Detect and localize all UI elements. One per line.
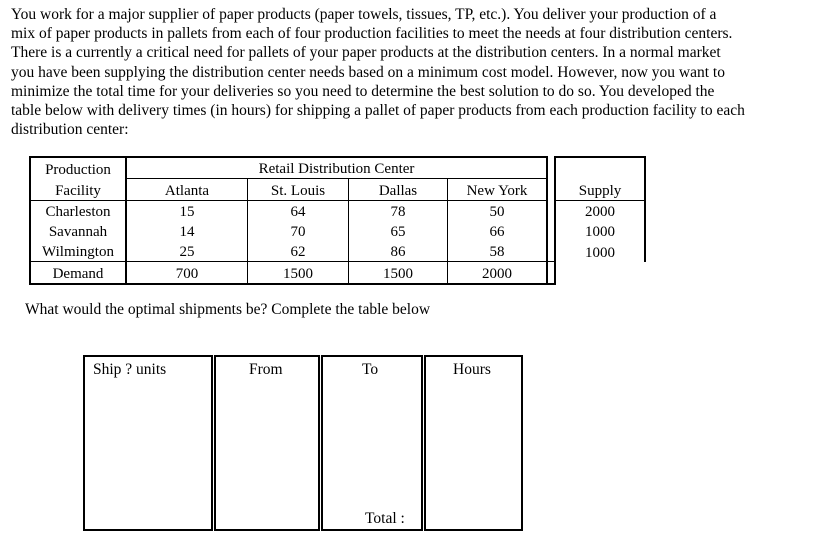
hours-column[interactable]: [424, 355, 523, 531]
time-cell: 15: [126, 200, 248, 221]
supply-cell: 1000: [555, 241, 645, 262]
time-cell: 65: [349, 221, 448, 241]
time-cell: 25: [126, 241, 248, 262]
delivery-time-table: [29, 156, 646, 285]
supply-header-top: [555, 157, 645, 179]
time-cell: 62: [248, 241, 349, 262]
problem-statement: [11, 5, 826, 139]
facility-header-2: Facility: [30, 179, 126, 200]
time-cell: 86: [349, 241, 448, 262]
supply-header: Supply: [555, 179, 645, 200]
time-cell: 64: [248, 200, 349, 221]
demand-cell: 1500: [248, 262, 349, 284]
question-text: What would the optimal shipments be? Complete the table below: [25, 301, 431, 318]
supply-cell: 2000: [555, 200, 645, 221]
from-column[interactable]: [214, 355, 320, 531]
city-header-new-york: New York: [448, 179, 548, 200]
to-header: To: [362, 361, 379, 378]
time-cell: 14: [126, 221, 248, 241]
facility-header: Production: [30, 157, 126, 179]
time-cell: 58: [448, 241, 548, 262]
time-cell: 66: [448, 221, 548, 241]
intro-line: table below with delivery times (in hours) for shipping a pallet of paper products from each production facility to each: [11, 102, 745, 120]
column-gap: [547, 157, 555, 262]
total-label: Total :: [365, 510, 405, 527]
supply-empty-cell: [547, 262, 555, 284]
demand-cell: 1500: [349, 262, 448, 284]
demand-cell: 700: [126, 262, 248, 284]
city-header-st-louis: St. Louis: [248, 179, 349, 200]
intro-line: You work for a major supplier of paper products (paper towels, tissues, TP, etc.). You deliver your production of a: [11, 6, 717, 23]
distribution-center-header: Retail Distribution Center: [126, 157, 547, 179]
facility-charleston: Charleston: [30, 200, 126, 221]
time-cell: 70: [248, 221, 349, 241]
city-header-dallas: Dallas: [349, 179, 448, 200]
facility-savannah: Savannah: [30, 221, 126, 241]
intro-line: you have been supplying the distribution center needs based on a minimum cost model. However, now you want to: [11, 63, 725, 81]
city-header-atlanta: Atlanta: [126, 179, 248, 200]
demand-label: Demand: [30, 262, 126, 284]
ship-units-column[interactable]: [83, 355, 213, 531]
intro-line: mix of paper products in pallets from each of four production facilities to meet the needs at four distribution centers.: [11, 25, 733, 43]
time-cell: 50: [448, 200, 548, 221]
supply-cell: 1000: [555, 221, 645, 241]
facility-wilmington: Wilmington: [30, 241, 126, 262]
intro-line: minimize the total time for your deliveries so you need to determine the best solution to do so. You developed the: [11, 82, 715, 100]
intro-line: There is a currently a critical need for pallets of your paper products at the distribution centers. In a normal market: [11, 44, 721, 62]
time-cell: 78: [349, 200, 448, 221]
ship-units-header: Ship ? units: [93, 361, 167, 378]
intro-line: distribution center:: [11, 121, 129, 139]
from-header: From: [249, 361, 283, 378]
hours-header: Hours: [453, 361, 491, 378]
demand-cell: 2000: [448, 262, 548, 284]
to-column[interactable]: [321, 355, 423, 531]
